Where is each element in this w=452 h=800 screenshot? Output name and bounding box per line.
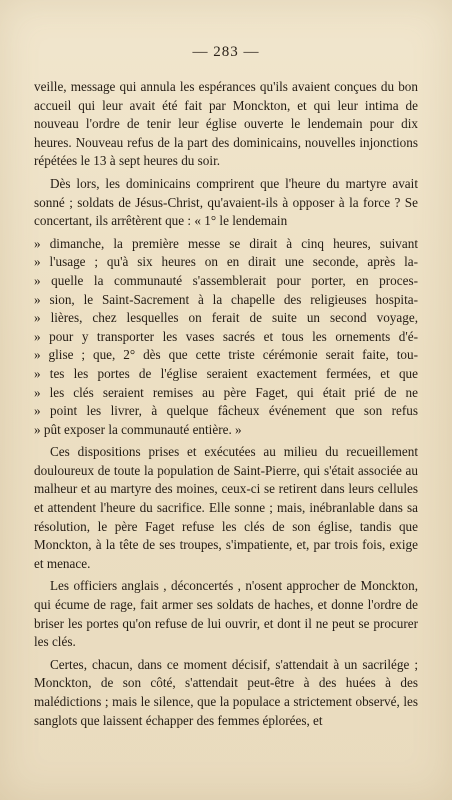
quote-line: » l'usage ; qu'à six heures on en dirait une seconde, après la- xyxy=(34,254,418,270)
quote-line: » dimanche, la première messe se dirait à cinq heures, suivant xyxy=(34,235,418,251)
paragraph: Ces dispositions prises et exécutées au milieu du recueillement douloureux de toute la population de Saint-Pierre, qui s'était associée au malheur et au martyre des moines, ceux-ci se retirent dans leurs cellules et attendent l'heure du sacrifice. Elle sonne ; mais, inébranlable dans sa résolution, le père Faget refuse les clés de son église, tandis que Monckton, à la tête de ses troupes, s'impatiente, et, par trois fois, exige et menace. xyxy=(34,444,418,571)
quote-line: » lières, chez lesquelles on ferait de suite un second voyage, xyxy=(34,310,418,326)
page-number: — 283 — xyxy=(192,44,260,60)
quote-line: » pour y transporter les vases sacrés et tous les ornements d'é- xyxy=(34,328,418,344)
paragraph: Certes, chacun, dans ce moment décisif, s'attendait à un sacrilége ; Monckton, de son côté, s'attendait peut-être à des huées à des malédictions ; mais le silence, que la populace a strictement observé, les sanglots que laissent échapper des femmes éplorées, et xyxy=(34,656,418,728)
quote-line: » quelle la communauté s'assemblerait pour porter, en proces- xyxy=(34,272,418,288)
quote-line: » tes les portes de l'église seraient exactement fermées, et que xyxy=(34,365,418,381)
quote-line: » glise ; que, 2° dès que cette triste cérémonie serait faite, tou- xyxy=(34,347,418,363)
body-text xyxy=(34,78,418,734)
quotation-block xyxy=(34,235,418,440)
quote-line: » les clés seraient remises au père Faget, qui était prié de ne xyxy=(34,384,418,400)
paragraph: Dès lors, les dominicains comprirent que l'heure du martyre avait sonné ; soldats de Jésus-Christ, qu'avaient-ils à opposer à la force ? Se concertant, ils arrêtèrent que : « 1° le lendemain xyxy=(34,175,418,229)
paragraph: Les officiers anglais , déconcertés , n'osent approcher de Monckton, qui écume de rage, fait armer ses soldats de haches, et donne l'ordre de briser les portes qu'on refuse de lui ouvrir, et dont il ne peut se procurer les clés. xyxy=(34,578,418,650)
quote-line: » pût exposer la communauté entière. » xyxy=(34,421,242,437)
quote-line: » point les livrer, à quelque fâcheux événement que son refus xyxy=(34,403,418,419)
paragraph: veille, message qui annula les espérances qu'ils avaient conçues du bon accueil qui leur avait été fait par Monckton, et qui leur intima de nouveau l'ordre de tenir leur église ouverte le lendemain pour dix heures. Nouveau refus de la part des dominicains, nouvelles injonctions répétées le 13 à sept heures du soir. xyxy=(34,79,418,169)
quote-line: » sion, le Saint-Sacrement à la chapelle des religieuses hospita- xyxy=(34,291,418,307)
